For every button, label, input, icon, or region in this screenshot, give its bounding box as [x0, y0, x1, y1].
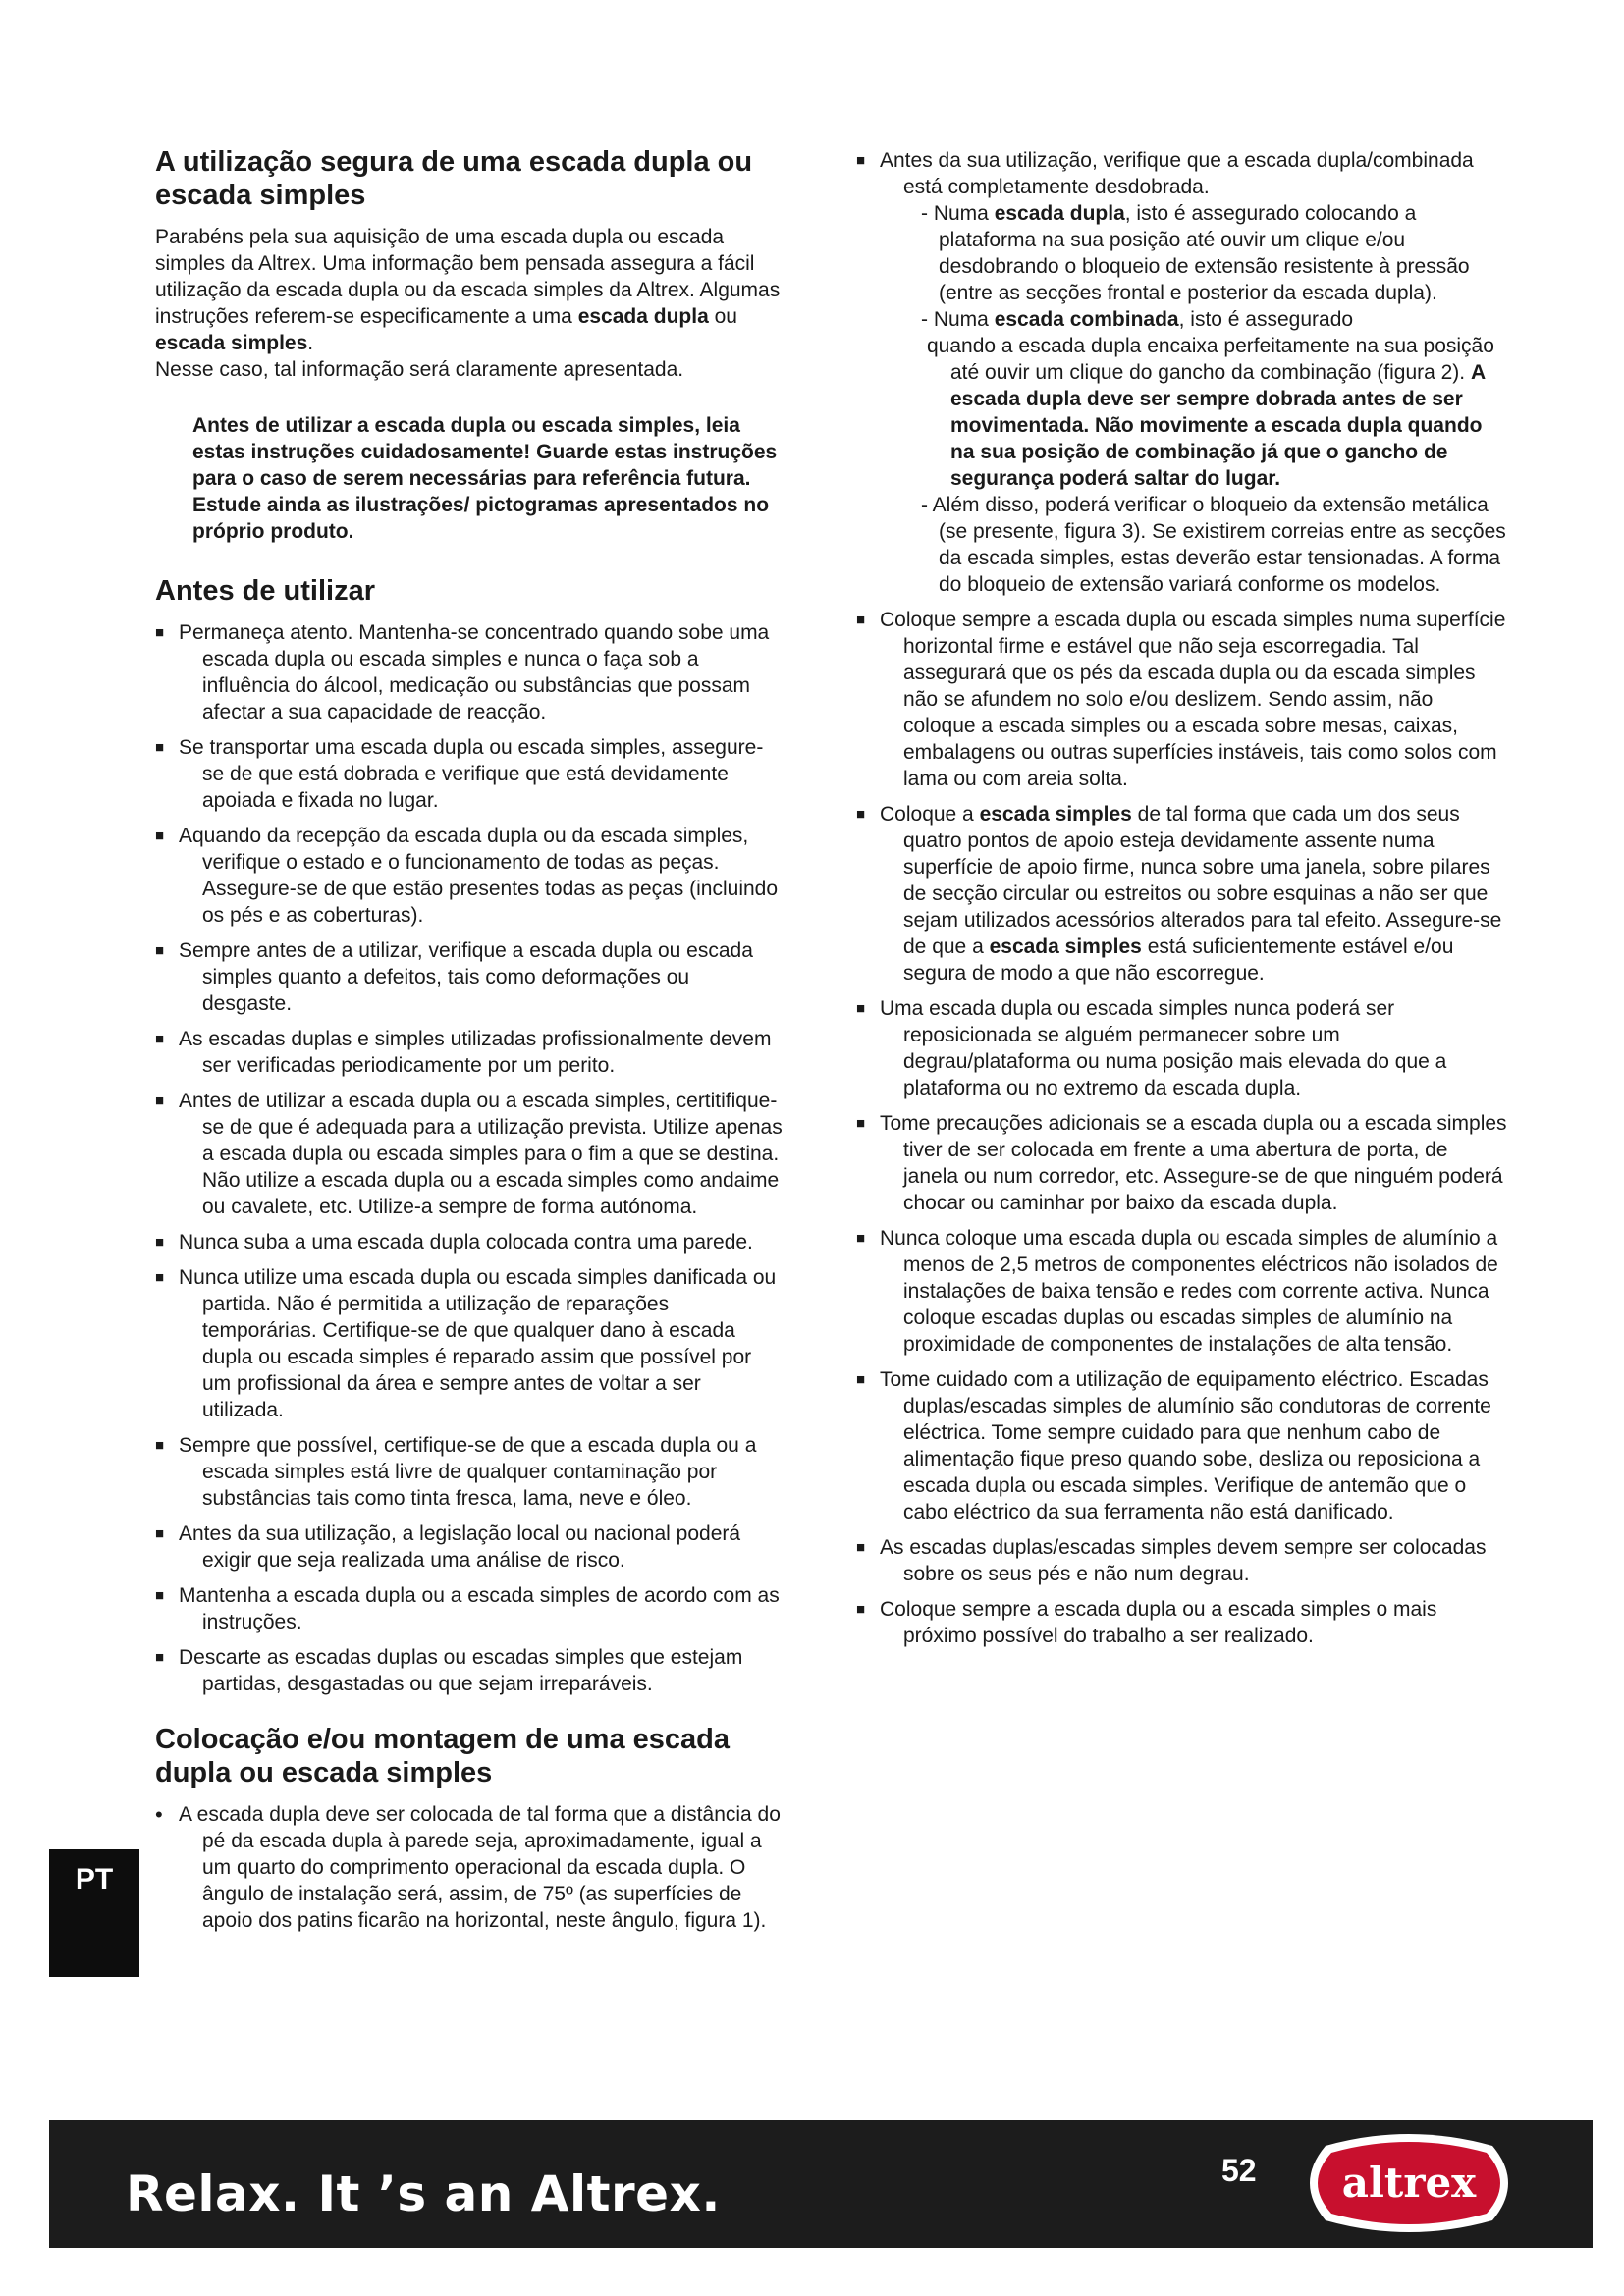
intro-paragraph	[155, 224, 784, 383]
list-item-bold: escada simples	[979, 803, 1132, 826]
bullet-square-icon: ■	[155, 1234, 165, 1251]
bullet-square-icon: ■	[155, 1031, 165, 1047]
list-item	[155, 1521, 784, 1574]
sub-item-text: - Numa	[921, 202, 995, 225]
bullet-square-icon: ■	[155, 1269, 165, 1286]
bullet-square-icon: ■	[155, 739, 165, 756]
list-item	[155, 1582, 784, 1635]
intro-bold-simples: escada simples	[155, 332, 308, 354]
list-item	[856, 147, 1508, 598]
sub-item-double-ladder	[903, 200, 1508, 306]
list-item	[155, 1432, 784, 1512]
list-item	[155, 1026, 784, 1079]
list-item-text: Coloque sempre a escada dupla ou a escada simples o mais próximo possível do trabalho a ser realizado.	[880, 1598, 1437, 1647]
bullet-square-icon: ■	[856, 806, 866, 823]
sub-item-text: quando a escada dupla encaixa perfeitamente na sua posição até ouvir um clique do gancho da combinação (figura 2).	[927, 335, 1494, 384]
bullet-square-icon: ■	[155, 1587, 165, 1604]
page-number: 52	[1221, 2153, 1257, 2188]
placement-list	[155, 1801, 784, 1934]
list-item-text: Antes da sua utilização, a legislação local ou nacional poderá exigir que seja realizada uma análise de risco.	[179, 1522, 741, 1572]
before-use-list	[155, 619, 784, 1697]
sub-item-bold-warning: A escada dupla deve ser sempre dobrada antes de ser movimentada. Não movimente a escada dupla quando na sua posição de combinação já que o gancho de segurança poderá saltar do lugar.	[950, 361, 1486, 490]
sub-item-bold: escada dupla	[994, 202, 1125, 225]
intro-text-or: ou	[708, 305, 737, 328]
list-item	[856, 801, 1508, 987]
list-item-text: de tal forma que cada um dos seus quatro pontos de apoio esteja devidamente assente numa superfície de apoio firme, nunca sobre uma janela, sobre pilares de secção circular ou estreitos ou sobre esquinas a não ser que sejam utilizados acessórios alterados para tal efeito. Assegure-se de que a	[903, 803, 1502, 958]
bullet-square-icon: ■	[155, 1437, 165, 1454]
section-title-before-use: Antes de utilizar	[155, 575, 375, 607]
sub-item-combination-ladder	[903, 306, 1508, 333]
sub-item-text: , isto é assegurado	[1178, 308, 1354, 331]
placement-list-continued	[856, 147, 1508, 1649]
right-column	[856, 147, 1508, 1658]
intro-text: Parabéns pela sua aquisição de uma escada dupla ou escada simples da Altrex. Uma informação bem pensada assegura a fácil utilização da escada dupla ou da escada simples da Altrex. Algumas instruções referem-se especificamente a uma	[155, 226, 781, 328]
list-item	[155, 1264, 784, 1423]
list-item-text: Tome cuidado com a utilização de equipamento eléctrico. Escadas duplas/escadas simples de alumínio são condutoras de corrente eléctrica. Tome sempre cuidado para que nenhum cabo de alimentação fique preso quando sobe, desliza ou reposiciona a escada dupla ou escada simples. Verifique de antemão que o cabo eléctrico da sua ferramenta não está danificado.	[880, 1368, 1491, 1523]
bullet-square-icon: ■	[856, 1371, 866, 1388]
list-item-text: Sempre que possível, certifique-se de que a escada dupla ou a escada simples está livre de qualquer contaminação por substâncias tais como tinta fresca, lama, neve e óleo.	[179, 1434, 757, 1510]
sub-item-text: , isto é assegurado colocando a plataforma na sua posição até ouvir um clique e/ou desdobrando o bloqueio de extensão resistente à pressão (entre as secções frontal e posterior da escada dupla).	[939, 202, 1470, 304]
list-item	[155, 734, 784, 814]
list-item	[856, 1534, 1508, 1587]
list-item-text: Mantenha a escada dupla ou a escada simples de acordo com as instruções.	[179, 1584, 780, 1633]
list-item	[856, 995, 1508, 1101]
list-item-text: Antes de utilizar a escada dupla ou a escada simples, certitifique-se de que é adequada para a utilização prevista. Utilize apenas a escada dupla ou escada simples para o fim a que se destina. Não utilize a escada dupla ou a escada simples como andaime ou cavalete, etc. Utilize-a sempre de forma autónoma.	[179, 1090, 783, 1218]
bullet-square-icon: ■	[856, 1601, 866, 1618]
list-item-text: Descarte as escadas duplas ou escadas simples que estejam partidas, desgastadas ou que sejam irreparáveis.	[179, 1646, 743, 1695]
list-item	[155, 1801, 784, 1934]
list-item	[856, 607, 1508, 792]
bullet-square-icon: ■	[856, 612, 866, 628]
sub-item-bold: escada combinada	[994, 308, 1179, 331]
list-item	[155, 1644, 784, 1697]
sub-item-text: - Numa	[921, 308, 995, 331]
list-item-text: Se transportar uma escada dupla ou escada simples, assegure-se de que está dobrada e verifique que está devidamente apoiada e fixada no lugar.	[179, 736, 764, 812]
list-item-text: Uma escada dupla ou escada simples nunca poderá ser reposicionada se alguém permanecer sobre um degrau/plataforma ou numa posição mais elevada do que a plataforma ou no extremo da escada dupla.	[880, 997, 1447, 1099]
list-item-text: Tome precauções adicionais se a escada dupla ou a escada simples tiver de ser colocada em frente a uma abertura de porta, de janela ou num corredor, etc. Assegure-se de que ninguém poderá chocar ou caminhar por baixo da escada dupla.	[880, 1112, 1507, 1214]
list-item	[155, 823, 784, 929]
bullet-square-icon: ■	[856, 1000, 866, 1017]
warning-paragraph: Antes de utilizar a escada dupla ou escada simples, leia estas instruções cuidadosamente! Guarde estas instruções para o caso de serem necessárias para referência futura. Estude ainda as ilustrações/ pictogramas apresentados no próprio produto.	[192, 414, 778, 543]
bullet-square-icon: ■	[856, 152, 866, 169]
left-column	[155, 145, 784, 1943]
list-item	[155, 1088, 784, 1220]
list-item-text: Coloque sempre a escada dupla ou escada simples numa superfície horizontal firme e estável que não seja escorregadia. Tal assegurará que os pés da escada dupla ou da escada simples não se afundem no solo e/ou deslizem. Sendo assim, não coloque a escada simples ou a escada sobre mesas, caixas, embalagens ou outras superfícies instáveis, tais como solos com lama ou com areia solta.	[880, 609, 1506, 790]
sub-item-combination-detail	[903, 333, 1508, 492]
sub-item-extension-lock	[903, 492, 1508, 598]
bullet-round-icon: •	[155, 1802, 163, 1827]
language-tab: PT	[49, 1849, 139, 1977]
list-item-text: Aquando da recepção da escada dupla ou da escada simples, verifique o estado e o funcionamento de todas as peças. Assegure-se de que estão presentes todas as peças (incluindo os pés e as coberturas).	[179, 825, 779, 927]
bullet-square-icon: ■	[155, 1649, 165, 1666]
list-item-text: Nunca suba a uma escada dupla colocada contra uma parede.	[179, 1231, 753, 1254]
bullet-square-icon: ■	[856, 1115, 866, 1132]
list-item-text: As escadas duplas/escadas simples devem sempre ser colocadas sobre os seus pés e não num degrau.	[880, 1536, 1487, 1585]
list-item-text: Sempre antes de a utilizar, verifique a escada dupla ou escada simples quanto a defeitos, tais como deformações ou desgaste.	[179, 939, 753, 1015]
list-item-text: As escadas duplas e simples utilizadas profissionalmente devem ser verificadas periodicamente por um perito.	[179, 1028, 772, 1077]
bullet-square-icon: ■	[155, 828, 165, 844]
altrex-logo	[1296, 2124, 1522, 2242]
list-item-text: Antes da sua utilização, verifique que a escada dupla/combinada está completamente desdobrada.	[880, 149, 1474, 198]
sub-item-text: - Além disso, poderá verificar o bloqueio da extensão metálica (se presente, figura 3). Se existirem correias entre as secções da escada simples, estas deverão estar tensionadas. A forma do bloqueio de extensão variará conforme os modelos.	[921, 494, 1506, 596]
section-title-safe-use: A utilização segura de uma escada dupla ou escada simples	[155, 146, 753, 211]
intro-text-note: Nesse caso, tal informação será claramente apresentada.	[155, 358, 684, 381]
list-item-text: está suficientemente estável e/ou segura de modo a que não escorregue.	[903, 935, 1454, 985]
section-title-placement: Colocação e/ou montagem de uma escada dupla ou escada simples	[155, 1724, 731, 1789]
list-item	[856, 1110, 1508, 1216]
list-item-text: Permaneça atento. Mantenha-se concentrado quando sobe uma escada dupla ou escada simples e nunca o faça sob a influência do álcool, medicação ou substâncias que possam afectar a sua capacidade de reacção.	[179, 621, 770, 723]
bullet-square-icon: ■	[155, 942, 165, 959]
list-item	[155, 1229, 784, 1255]
bullet-square-icon: ■	[155, 624, 165, 641]
intro-text-end: .	[307, 332, 314, 354]
list-item-text: Coloque a	[880, 803, 980, 826]
list-item	[155, 937, 784, 1017]
list-item-text: Nunca utilize uma escada dupla ou escada simples danificada ou partida. Não é permitida a utilização de reparações temporárias. Certifique-se de que qualquer dano à escada dupla ou escada simples é reparado assim que possível por um profissional da área e sempre antes de voltar a ser utilizada.	[179, 1266, 777, 1421]
bullet-square-icon: ■	[155, 1525, 165, 1542]
footer-slogan: Relax. It ’s an Altrex.	[126, 2165, 721, 2222]
list-item	[856, 1225, 1508, 1358]
bullet-square-icon: ■	[155, 1093, 165, 1109]
bullet-square-icon: ■	[856, 1230, 866, 1247]
list-item-text: Nunca coloque uma escada dupla ou escada simples de alumínio a menos de 2,5 metros de componentes eléctricos não isolados de instalações de baixa tensão e redes com corrente activa. Nunca coloque escadas duplas ou escadas simples de alumínio na proximidade de componentes de instalações de alta tensão.	[880, 1227, 1498, 1356]
list-item-bold: escada simples	[989, 935, 1142, 958]
list-item	[856, 1366, 1508, 1525]
bullet-square-icon: ■	[856, 1539, 866, 1556]
intro-bold-dupla: escada dupla	[577, 305, 709, 328]
list-item	[155, 619, 784, 725]
list-item-text: A escada dupla deve ser colocada de tal forma que a distância do pé da escada dupla à parede seja, aproximadamente, igual a um quarto do comprimento operacional da escada dupla. O ângulo de instalação será, assim, de 75º (as superfícies de apoio dos patins ficarão na horizontal, neste ângulo, figura 1).	[179, 1803, 781, 1932]
list-item	[856, 1596, 1508, 1649]
logo-text: altrex	[1341, 2159, 1477, 2207]
